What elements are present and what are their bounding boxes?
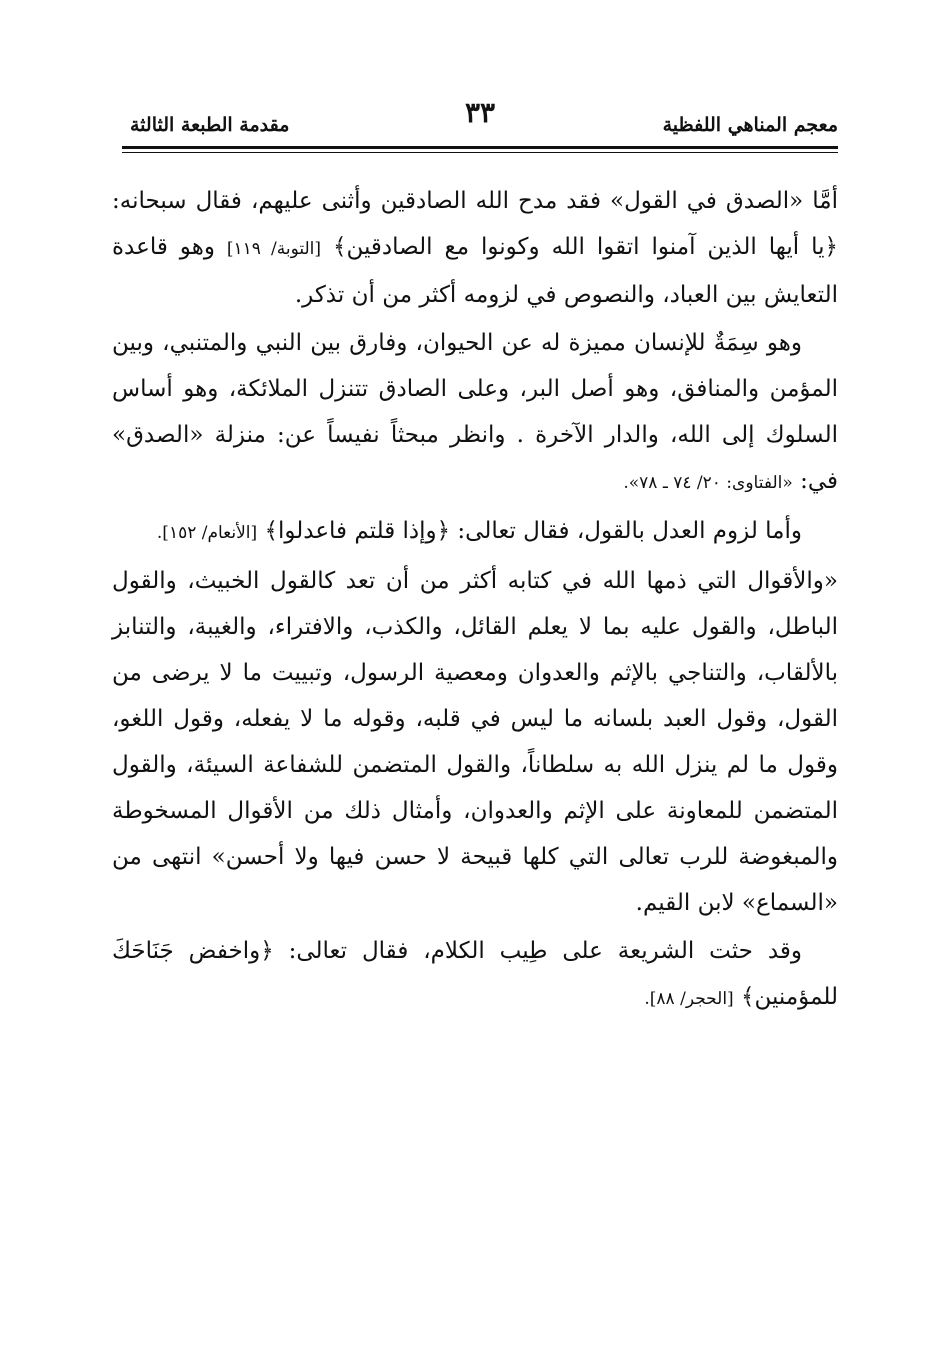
paragraph-text: وقد حثت الشريعة على طِيب الكلام، فقال تعالى: ﴿واخفض جَنَاحَكَ للمؤمنين﴾ xyxy=(112,938,838,1010)
header-rule-thick xyxy=(122,146,838,149)
paragraph-text: أمَّا «الصدق في القول» فقد مدح الله الصادقين وأثنى عليهم، فقال سبحانه: ﴿يا أيها الذين آمنوا اتقوا الله وكونوا مع الصادقين﴾ xyxy=(112,188,839,260)
page-number: ٣٣ xyxy=(464,96,496,129)
book-title: معجم المناهي اللفظية xyxy=(662,114,838,136)
paragraph-truthfulness xyxy=(112,178,838,318)
body-text xyxy=(112,178,838,1024)
paragraph-blamed-sayings xyxy=(112,558,838,926)
paragraph-trait xyxy=(112,320,838,506)
paragraph-text: وهو سِمَةٌ للإنسان مميزة له عن الحيوان، وفارق بين النبي والمتنبي، وبين المؤمن والمنافق، وهو أصل البر، وعلى الصادق تتنزل الملائكة، وهو أساس السلوك إلى الله، والدار الآخرة . وانظر مبحثاً نفيساً عن: منزلة «الصدق» في: xyxy=(112,330,838,494)
paragraph-text-tail: وهو قاعدة التعايش بين العباد، والنصوص في لزومه أكثر من أن تذكر. xyxy=(112,234,838,308)
section-title: مقدمة الطبعة الثالثة xyxy=(130,114,290,136)
quran-reference: [التوبة/ ١١٩] xyxy=(226,239,322,259)
paragraph-text: وأما لزوم العدل بالقول، فقال تعالى: ﴿وإذا قلتم فاعدلوا﴾ xyxy=(264,518,802,544)
source-reference: «الفتاوى: ٢٠/ ٧٤ ـ ٧٨». xyxy=(623,473,793,493)
quran-reference: [الحجر/ ٨٨]. xyxy=(644,989,734,1009)
paragraph-justice xyxy=(112,508,838,556)
quran-reference: [الأنعام/ ١٥٢]. xyxy=(156,523,258,543)
header-rule-thin xyxy=(122,152,838,153)
page-header xyxy=(122,96,838,142)
paragraph-text: «والأقوال التي ذمها الله في كتابه أكثر من أن تعد كالقول الخبيث، والقول الباطل، والقول عليه بما لا يعلم القائل، والكذب، والافتراء، والغيبة، والتنابز بالألقاب، والتناجي بالإثم والعدوان ومعصية الرسول، وتبييت ما لا يرضى من القول، وقول العبد بلسانه ما ليس في قلبه، وقوله ما لا يفعله، وقول اللغو، وقول ما لم ينزل الله به سلطاناً، والقول المتضمن للشفاعة السيئة، والقول المتضمن للمعاونة على الإثم والعدوان، وأمثال ذلك من الأقوال المسخوطة والمبغوضة للرب تعالى التي كلها قبيحة لا حسن فيها ولا أحسن» انتهى من «السماع» لابن القيم. xyxy=(112,568,838,916)
paragraph-good-speech xyxy=(112,928,838,1022)
